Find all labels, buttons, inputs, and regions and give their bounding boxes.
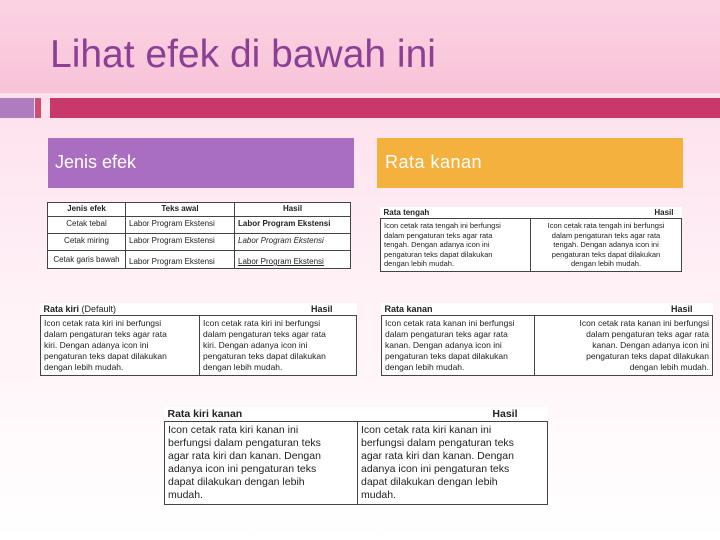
table-row — [381, 219, 682, 272]
column-header: Teks awal — [126, 203, 235, 217]
original-text: Icon cetak rata kanan ini berfungsi dalam pengaturan teks agar rata kanan. Dengan adanya icon ini pengaturan teks dapat dilakukan dengan lebih mudah. — [382, 316, 535, 376]
table-row — [382, 316, 713, 376]
align-left-table — [40, 303, 357, 376]
accent-bar-gap — [35, 98, 41, 118]
align-right-table — [381, 303, 713, 376]
align-label-note: (Default) — [81, 304, 117, 314]
result-text: Icon cetak rata kiri ini berfungsi dalam pengaturan teks agar rata kiri. Dengan adanya icon ini pengaturan teks dapat dilakukan dengan lebih mudah. — [200, 316, 357, 376]
table-row — [48, 234, 351, 251]
table-cell: Labor Program Ekstensi — [235, 234, 351, 251]
original-text: Icon cetak rata kiri kanan ini berfungsi dalam pengaturan teks agar rata kiri dan kanan. Dengan adanya icon ini pengaturan teks dapat dilakukan dengan lebih mudah. — [165, 422, 358, 505]
result-text: Icon cetak rata kanan ini berfungsi dalam pengaturan teks agar rata kanan. Dengan adanya icon ini pengaturan teks dapat dilakukan dengan lebih mudah. — [535, 316, 713, 376]
align-justify-table — [164, 407, 548, 505]
result-label: Hasil — [358, 407, 548, 422]
table-cell: Cetak tebal — [48, 217, 126, 234]
table-cell: Labor Program Ekstensi — [235, 217, 351, 234]
table-row — [41, 316, 357, 376]
align-label-text: Rata kiri — [43, 304, 80, 314]
table-header-row — [41, 303, 357, 316]
column-header: Jenis efek — [48, 203, 126, 217]
result-label: Hasil — [535, 303, 713, 316]
header-align-right: Rata kanan — [377, 138, 683, 188]
effects-table — [47, 202, 351, 269]
result-text: Icon cetak rata kiri kanan ini berfungsi dalam pengaturan teks agar rata kiri dan kanan. Dengan adanya icon ini pengaturan teks dapat dilakukan dengan lebih mudah. — [358, 422, 548, 505]
table-cell: Labor Program Ekstensi — [126, 251, 235, 269]
align-label: Rata kiri kanan — [165, 407, 358, 422]
header-effect-type: Jenis efek — [48, 138, 354, 188]
accent-bar-right — [50, 98, 720, 118]
accent-bar-left — [0, 98, 34, 118]
align-center-table — [380, 207, 682, 272]
table-row — [165, 422, 548, 505]
table-header-row — [48, 203, 351, 217]
align-label: Rata tengah — [381, 207, 531, 219]
original-text: Icon cetak rata kiri ini berfungsi dalam pengaturan teks agar rata kiri. Dengan adanya icon ini pengaturan teks dapat dilakukan dengan lebih mudah. — [41, 316, 200, 376]
table-header-row — [381, 207, 682, 219]
result-label: Hasil — [531, 207, 682, 219]
table-cell: Cetak miring — [48, 234, 126, 251]
table-row — [48, 251, 351, 269]
align-label — [41, 303, 200, 316]
result-label: Hasil — [200, 303, 357, 316]
table-cell: Labor Program Ekstensi — [235, 251, 351, 269]
slide-title: Lihat efek di bawah ini — [50, 33, 436, 76]
column-header: Hasil — [235, 203, 351, 217]
table-cell: Cetak garis bawah — [48, 251, 126, 269]
table-header-row — [165, 407, 548, 422]
original-text: Icon cetak rata tengah ini berfungsi dalam pengaturan teks agar rata tengah. Dengan adanya icon ini pengaturan teks dapat dilakukan dengan lebih mudah. — [381, 219, 531, 272]
table-header-row — [382, 303, 713, 316]
table-cell: Labor Program Ekstensi — [126, 217, 235, 234]
table-cell: Labor Program Ekstensi — [126, 234, 235, 251]
result-text: Icon cetak rata tengah ini berfungsi dalam pengaturan teks agar rata tengah. Dengan adanya icon ini pengaturan teks dapat dilakukan dengan lebih mudah. — [531, 219, 682, 272]
align-label: Rata kanan — [382, 303, 535, 316]
table-row — [48, 217, 351, 234]
